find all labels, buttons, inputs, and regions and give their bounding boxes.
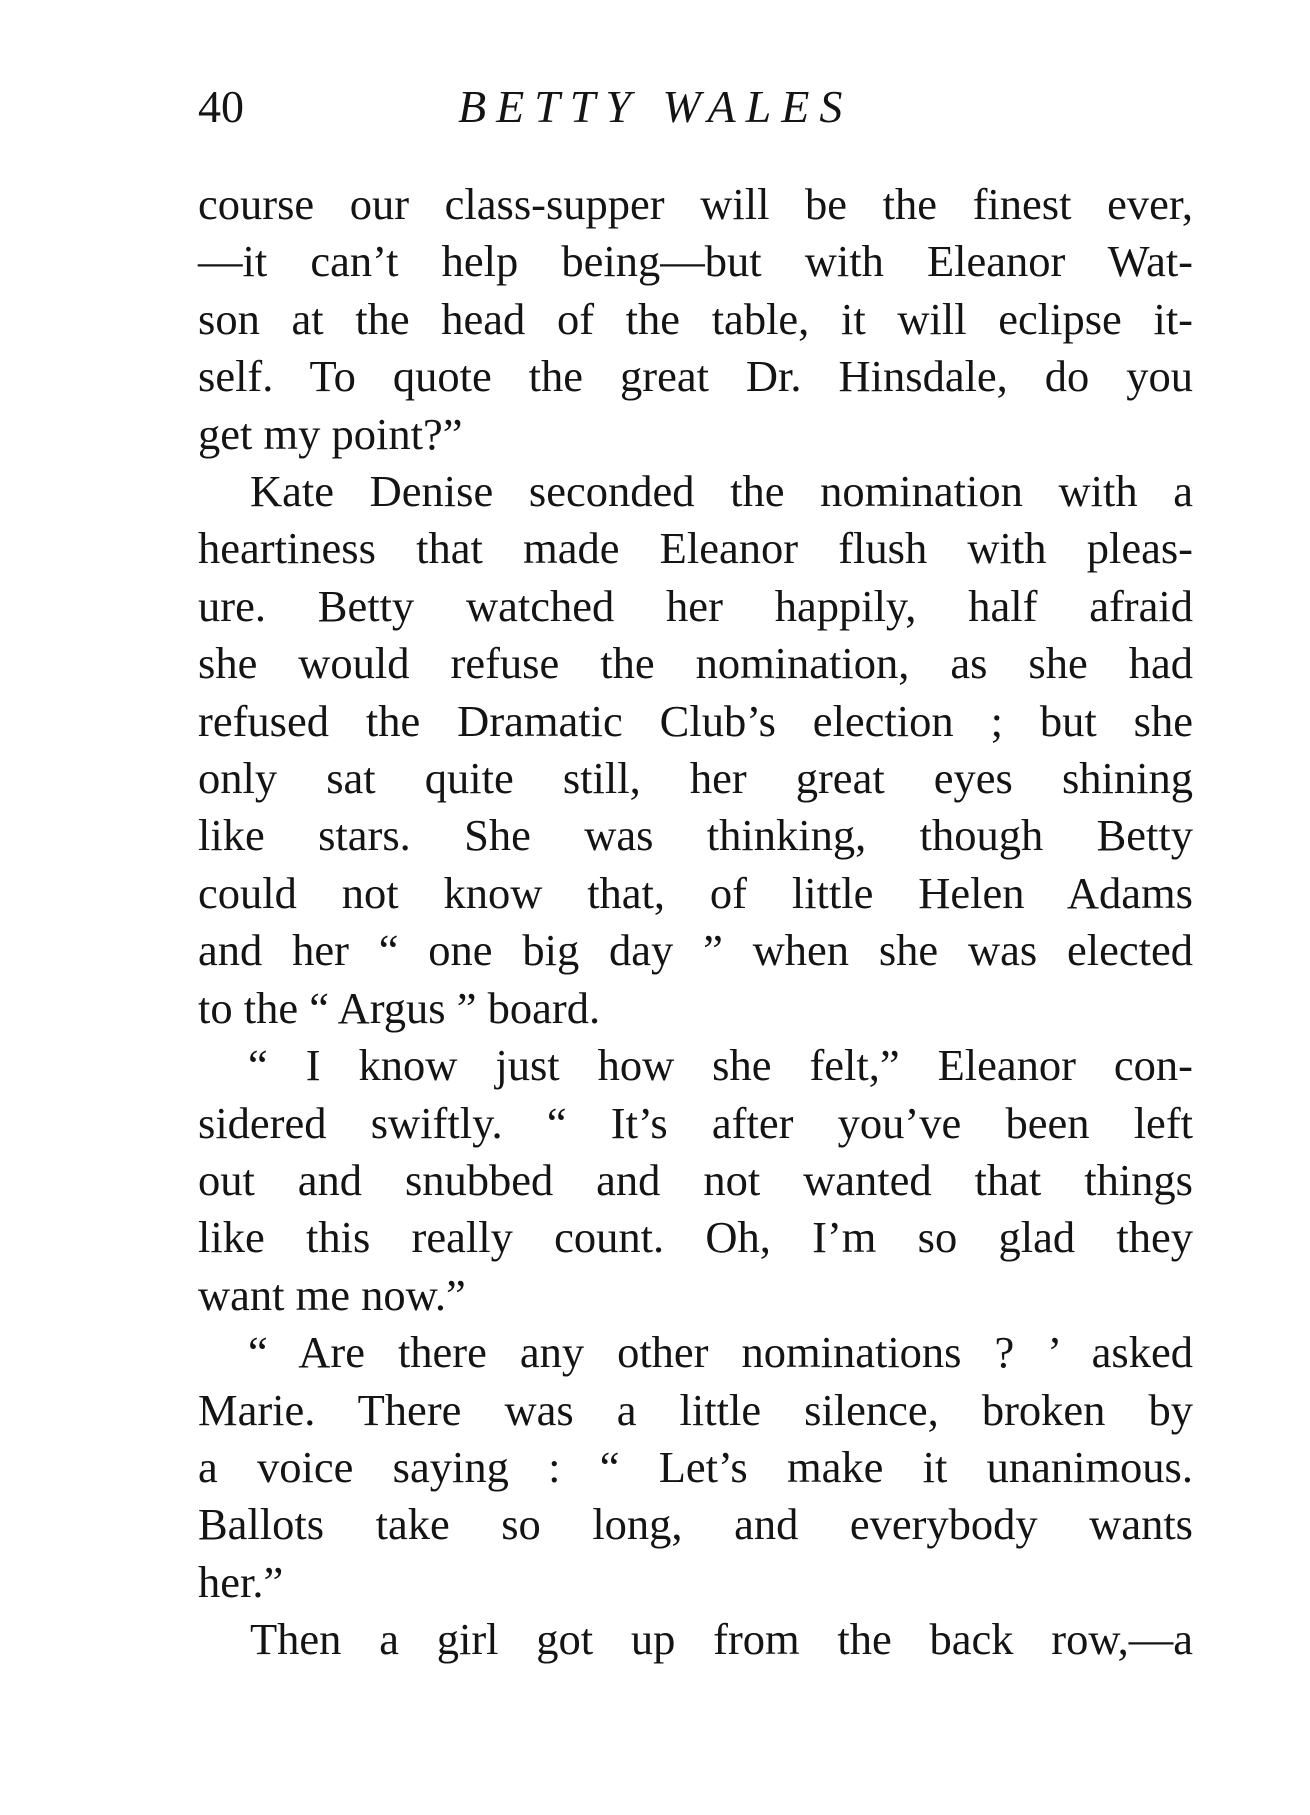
running-title: BETTY WALES <box>458 81 853 132</box>
text-line: only sat quite still, her great eyes shining <box>198 753 1193 804</box>
text-line: refused the Dramatic Club’s election ; but she <box>198 695 1193 746</box>
text-line: out and snubbed and not wanted that things <box>198 1154 1193 1205</box>
text-line: and her “ one big day ” when she was elected <box>198 925 1193 976</box>
text-line: Then a girl got up from the back row,—a <box>250 1614 1193 1665</box>
text-line: her.” <box>198 1556 284 1607</box>
text-line: could not know that, of little Helen Adams <box>198 867 1193 918</box>
page-number: 40 <box>198 81 244 132</box>
text-line: “ I know just how she felt,” Eleanor con- <box>248 1040 1193 1091</box>
text-line: Ballots take so long, and everybody wants <box>198 1499 1193 1550</box>
text-line: —it can’t help being—but with Eleanor Wat- <box>198 236 1193 287</box>
text-line: get my point?” <box>198 408 463 459</box>
text-line: ure. Betty watched her happily, half afraid <box>198 580 1193 631</box>
text-line: like stars. She was thinking, though Betty <box>198 810 1193 861</box>
text-line: like this really count. Oh, I’m so glad they <box>198 1212 1193 1263</box>
page-header <box>198 72 1198 142</box>
text-line: course our class-supper will be the finest ever, <box>198 179 1193 229</box>
text-line: want me now.” <box>198 1269 466 1320</box>
text-line: a voice saying : “ Let’s make it unanimous. <box>198 1441 1193 1492</box>
text-line: to the “ Argus ” board. <box>198 982 601 1033</box>
text-line: Marie. There was a little silence, broken by <box>198 1384 1193 1435</box>
text-line: sidered swiftly. “ It’s after you’ve been left <box>198 1097 1193 1148</box>
text-line: she would refuse the nomination, as she had <box>198 638 1193 689</box>
text-line: son at the head of the table, it will eclipse it- <box>198 293 1193 344</box>
text-line: heartiness that made Eleanor flush with pleas- <box>198 523 1193 574</box>
text-line: self. To quote the great Dr. Hinsdale, do you <box>198 351 1193 402</box>
body-text <box>198 176 1193 1669</box>
text-line: Kate Denise seconded the nomination with a <box>250 466 1193 517</box>
text-line: “ Are there any other nominations ? ’ asked <box>248 1327 1193 1378</box>
